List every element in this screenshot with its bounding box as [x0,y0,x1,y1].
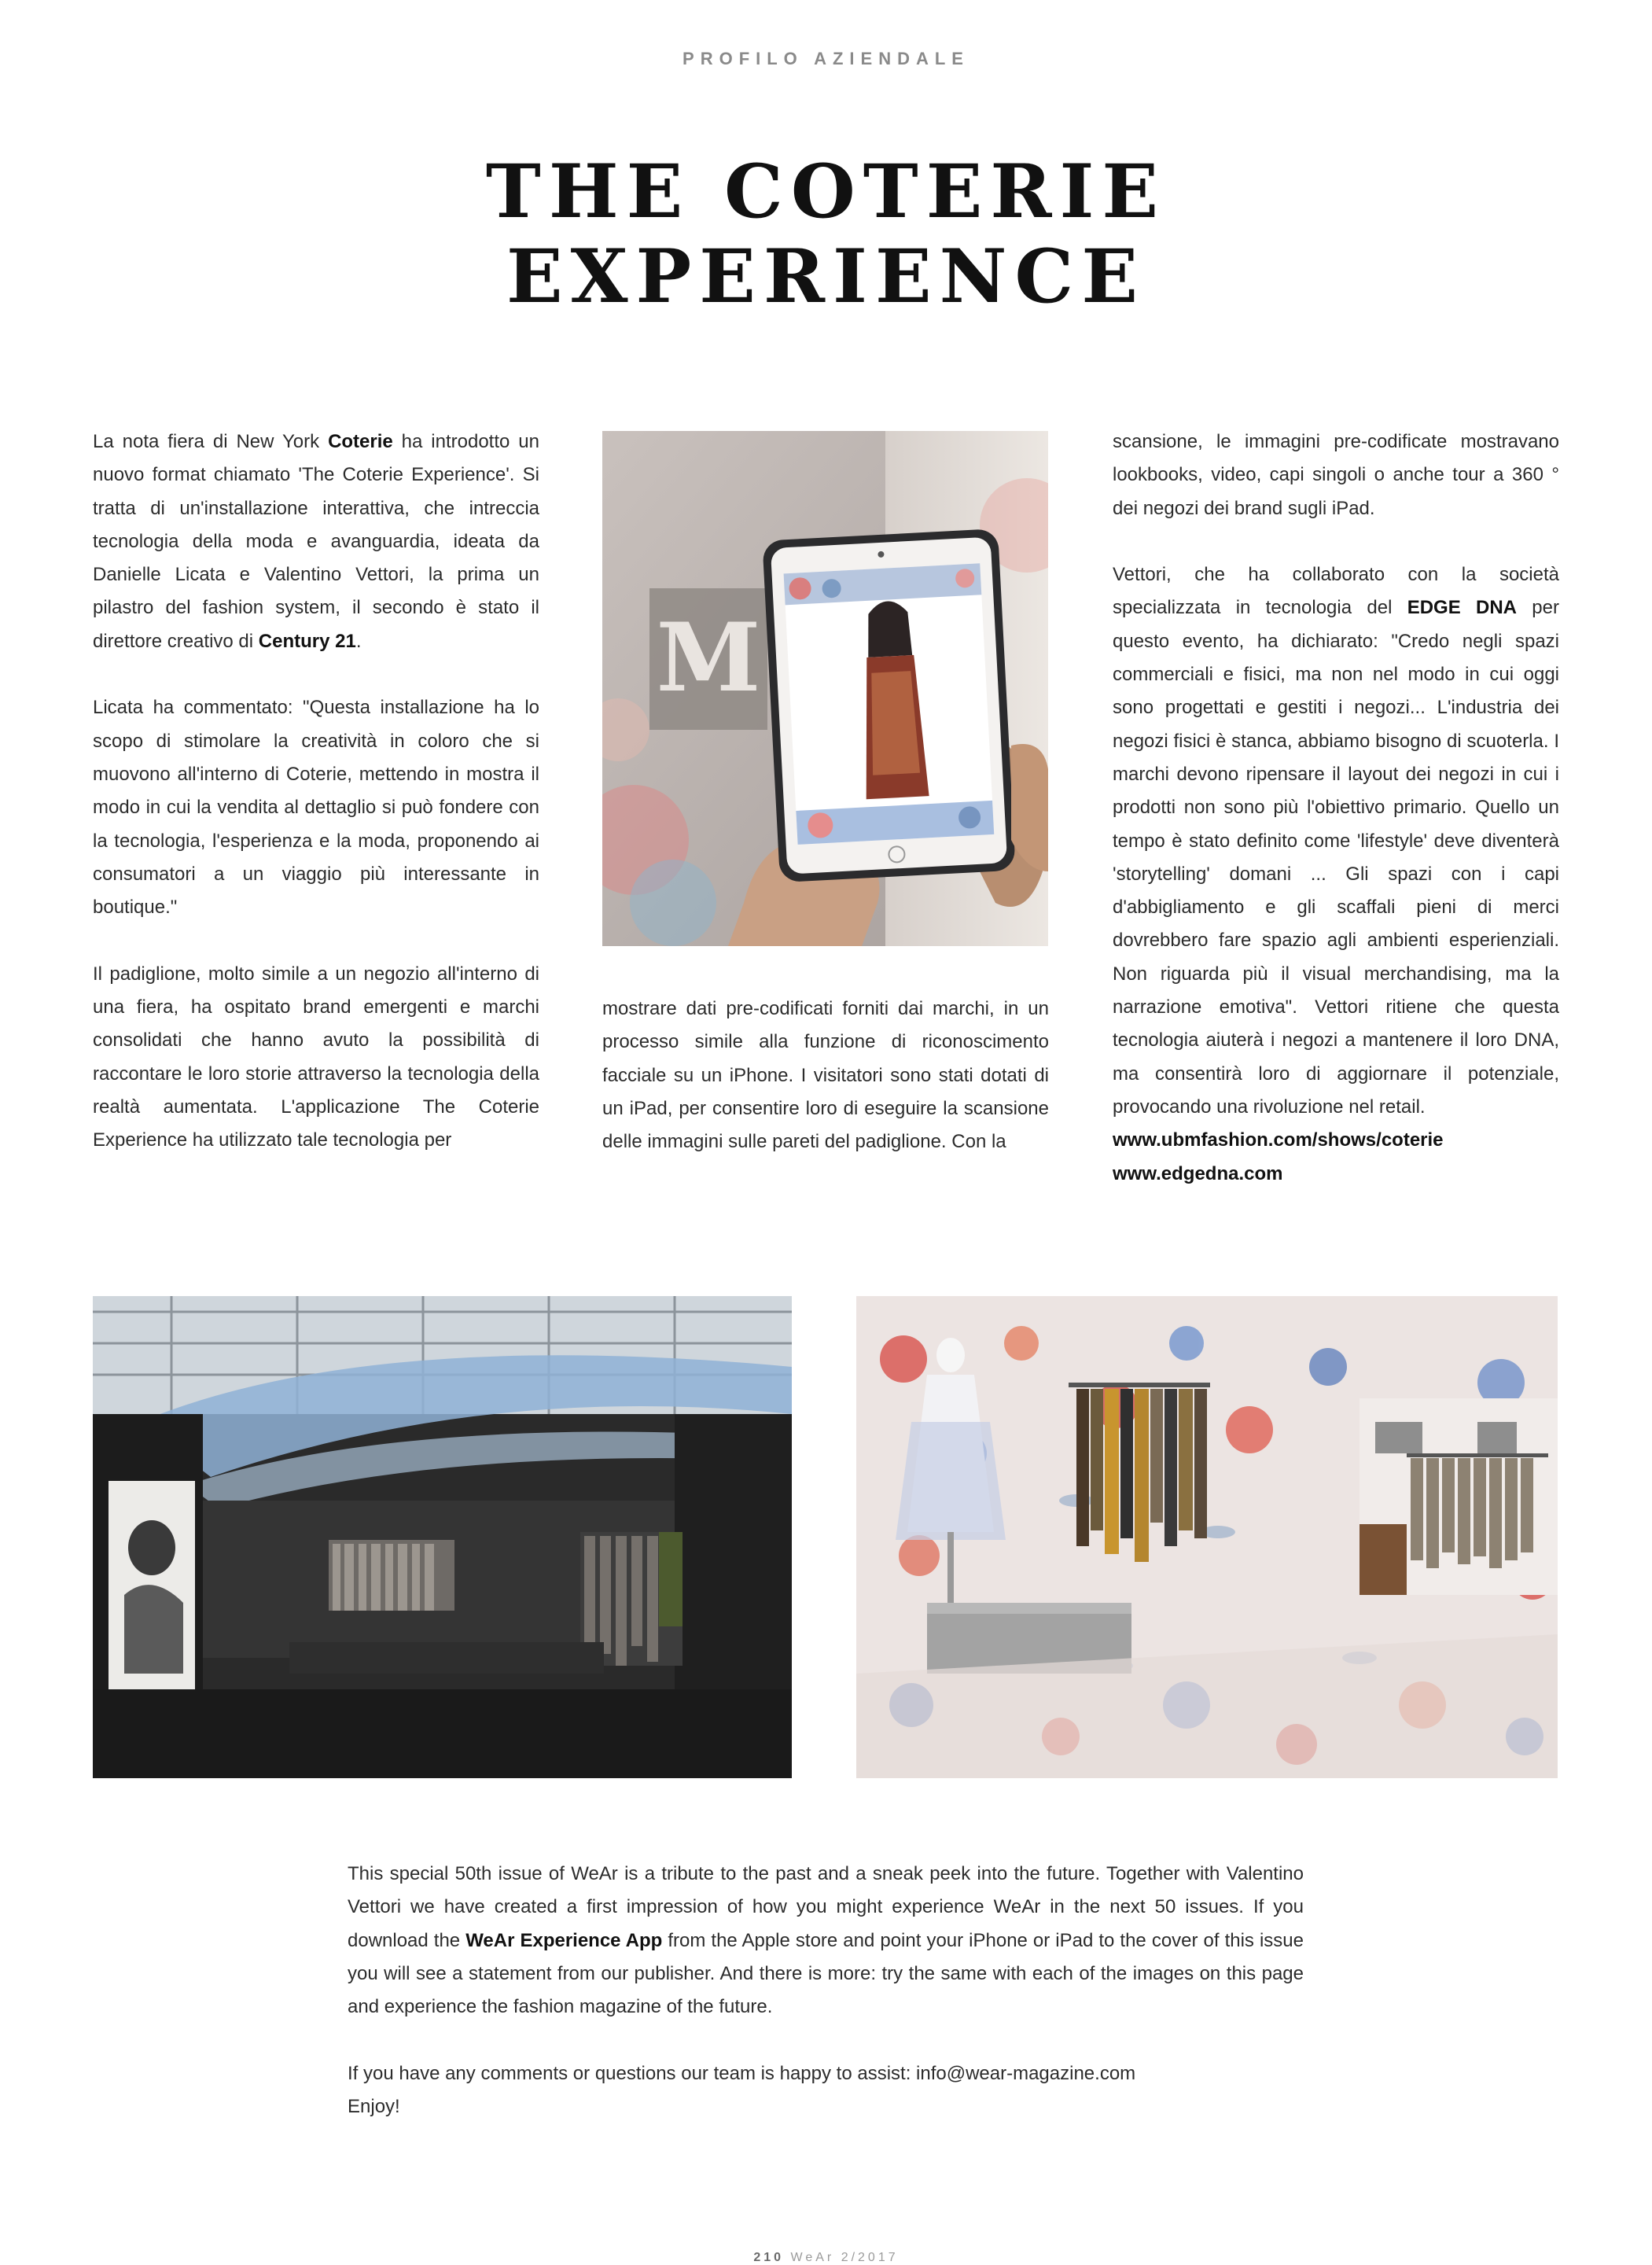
text-run: ha introdotto un nuovo format chiamato 'The Coterie Experience'. Si tratta di un'installazione interattiva, che intreccia tecnologia della moda e avanguardia, ideata da Danielle Licata e Valentino Vettori, la prima un pilastro del fashion system, il secondo è stato il direttore creativo di [93,431,539,652]
brand-century21: Century 21 [258,630,356,652]
col2-paragraph-1: mostrare dati pre-codificati forniti dai marchi, in un processo simile alla funzione di riconoscimento facciale su un iPhone. I visitatori sono stati dotati di un iPad, per consentire loro di eseguire la scansione delle immagini sulle pareti del padiglione. Con la [602,998,1049,1153]
text-run: from the Apple store and point your iPhone or iPad to the cover of this issue you will see a statement from our publisher. And there is more: try the same with each of the images on this page and experience the fashion magazine of the future. [348,1929,1304,2018]
section-label: PROFILO AZIENDALE [683,49,969,68]
booth-photo-illustration [93,1296,792,1778]
link-edgedna[interactable]: www.edgedna.com [1113,1162,1283,1184]
col1-paragraph-2: Licata ha commentato: "Questa installazione ha lo scopo di stimolare la creatività in coloro che si muovono all'interno di Coterie, mettendo in mostra il modo in cui la vendita al dettaglio si può fondere con la tecnologia, l'esperienza e la moda, proponendo ai consumatori a un viaggio più interessante in boutique." [93,697,539,919]
title-line-2: EXPERIENCE [506,234,1146,320]
page-number: 210 [753,2251,785,2264]
title-line-1: THE COTERIE [485,149,1167,235]
floral-booth-illustration [856,1296,1558,1778]
contact-line: If you have any comments or questions our team is happy to assist: info@wear-magazine.com [348,2062,1136,2084]
text-run: This special 50th issue of WeAr is a tribute to the past and a sneak peek into the future. Together with Valentino Vettori we have created a first impression of how you might experience WeAr in the next 50 issues. If you download the [348,1863,1304,1951]
col1-paragraph-3: Il padiglione, molto simile a un negozio all'interno di una fiera, ha ospitato brand emergenti e marchi consolidati che hanno avuto la possibilità di raccontare le loro storie attraverso la tecnologia della realtà aumentata. L'applicazione The Coterie Experience ha utilizzato tale tecnologia per [93,963,539,1151]
ipad-ar-photo [602,431,1048,946]
links [1113,1124,1559,1191]
col1-paragraph-1 [93,425,539,658]
page-footer [0,2251,1652,2265]
article-column-1 [93,425,539,1158]
booth-floral-photo [856,1296,1558,1778]
editor-note [348,1858,1304,2123]
editor-note-paragraph-2 [348,2057,1304,2124]
article-column-3 [1113,425,1559,1191]
text-run: . [355,630,362,652]
app-name: WeAr Experience App [465,1929,663,1951]
brand-edge-dna: EDGE DNA [1407,597,1518,619]
issue-label: WeAr 2/2017 [790,2251,899,2264]
signoff: Enjoy! [348,2096,400,2118]
col3-paragraph-2 [1113,558,1559,1124]
article-column-2 [602,993,1049,1158]
text-run: Vettori, che ha collaborato con la società specializzata in tecnologia del [1113,564,1559,619]
svg-text:M: M [656,602,761,713]
col3-paragraph-1: scansione, le immagini pre-codificate mostravano lookbooks, video, capi singoli o anche tour a 360 ° dei negozi dei brand sugli iPad. [1113,431,1559,519]
text-run: La nota fiera di New York [93,431,329,452]
link-ubmfashion[interactable]: www.ubmfashion.com/shows/coterie [1113,1129,1444,1151]
editor-note-paragraph-1 [348,1858,1304,2024]
booth-dark-photo [93,1296,792,1778]
text-run: per questo evento, ha dichiarato: "Credo negli spazi commerciali e fisici, ma non nel modo in cui oggi sono progettati e gestiti i negozi... L'industria dei negozi fisici è stanca, abbiamo bisogno di scuoterla. I marchi devono ripensare il layout dei negozi in cui i prodotti non sono più l'obiettivo primario. Quello un tempo è stato definito come 'lifestyle' deve diventerà 'storytelling' domani ... Gli spazi con i capi d'abbigliamento e gli scaffali pieni di merci dovrebbero fare spazio agli ambienti esperienziali. Non riguarda più il visual merchandising, ma la narrazione emotiva". Vettori ritiene che questa tecnologia aiuterà i negozi a mantenere il loro DNA, ma consentirà loro di aggiornare il potenziale, provocando una rivoluzione nel retail. [1113,597,1559,1118]
ipad-photo-illustration [602,431,1048,946]
brand-coterie: Coterie [328,431,393,452]
page-title [0,149,1652,319]
